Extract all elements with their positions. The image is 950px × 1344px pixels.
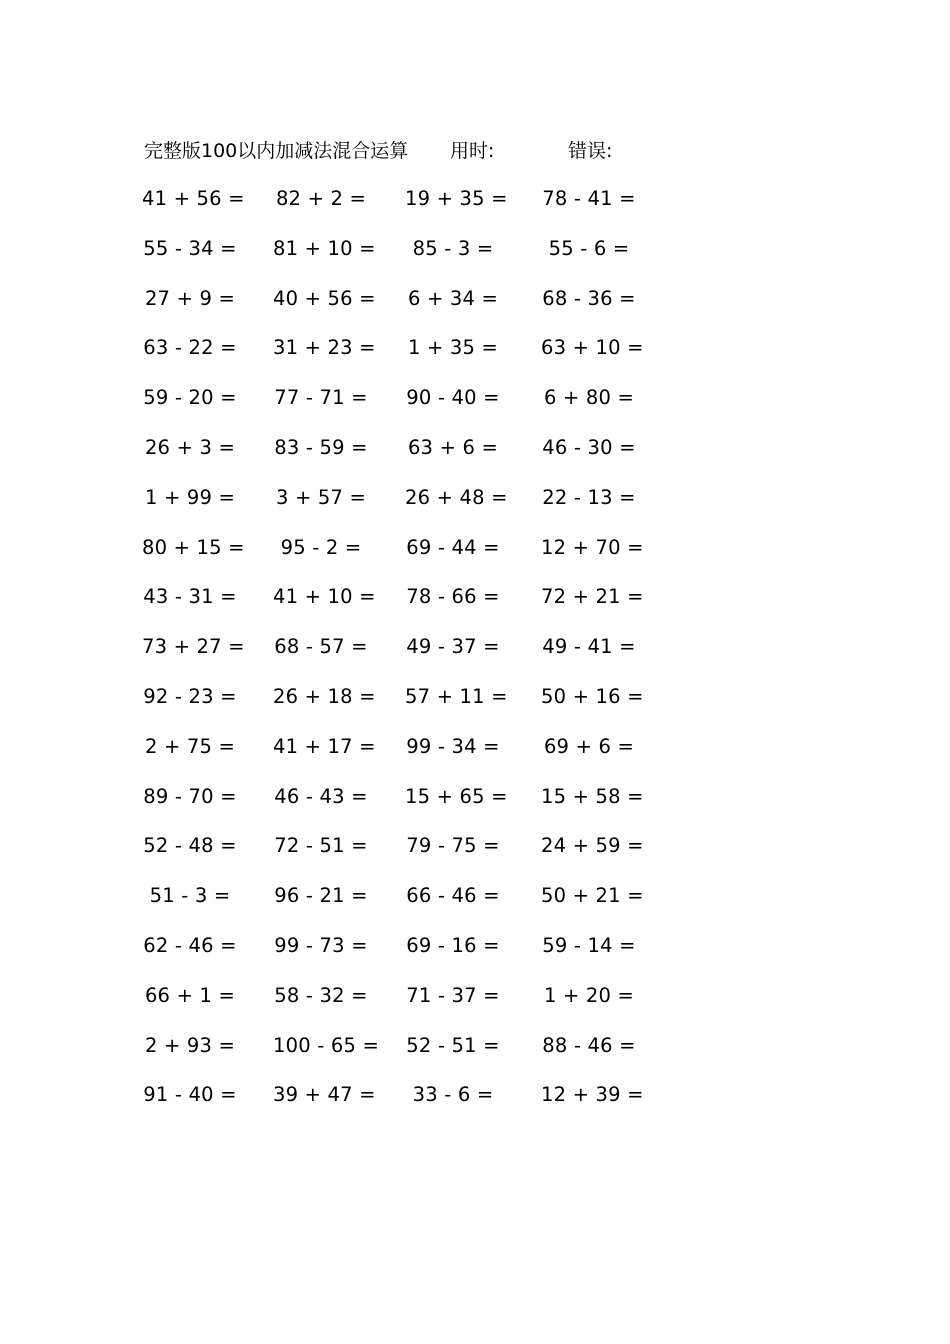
math-problem: 59 - 14 =	[542, 933, 636, 957]
math-problem: 72 + 21 =	[541, 585, 644, 609]
math-problem: 68 - 57 =	[274, 635, 368, 659]
math-problem: 12 + 39 =	[541, 1083, 644, 1107]
math-problem: 52 - 51 =	[406, 1033, 500, 1057]
problem-row	[0, 433, 950, 483]
problem-row	[0, 184, 950, 234]
math-problem: 73 + 27 =	[142, 635, 245, 659]
problem-row	[0, 333, 950, 383]
math-problem: 63 + 10 =	[541, 336, 644, 360]
math-problem: 81 + 10 =	[273, 236, 376, 260]
math-problem: 12 + 70 =	[541, 535, 644, 559]
math-problem: 51 - 3 =	[149, 884, 231, 908]
math-problem: 41 + 10 =	[273, 585, 376, 609]
math-problem: 50 + 16 =	[541, 684, 644, 708]
math-problem: 96 - 21 =	[274, 884, 368, 908]
math-problem: 77 - 71 =	[274, 386, 368, 410]
math-problem: 72 - 51 =	[274, 834, 368, 858]
math-problem: 82 + 2 =	[275, 187, 367, 210]
math-problem: 50 + 21 =	[541, 884, 644, 908]
math-problem: 99 - 73 =	[274, 933, 368, 957]
math-problem: 15 + 58 =	[541, 784, 644, 808]
math-problem: 78 - 41 =	[542, 187, 636, 210]
math-problem: 83 - 59 =	[274, 435, 368, 459]
problem-row	[0, 582, 950, 632]
problem-grid	[0, 184, 950, 1130]
math-problem: 26 + 3 =	[144, 435, 236, 459]
error-label: 错误:	[568, 140, 613, 162]
problem-row	[0, 632, 950, 682]
math-problem: 71 - 37 =	[406, 983, 500, 1007]
math-problem: 55 - 34 =	[143, 236, 237, 260]
math-problem: 1 + 35 =	[407, 336, 499, 360]
math-problem: 41 + 17 =	[273, 734, 376, 758]
math-problem: 90 - 40 =	[406, 386, 500, 410]
math-problem: 55 - 6 =	[548, 236, 630, 260]
worksheet-title: 完整版100以内加减法混合运算	[144, 140, 409, 162]
problem-row	[0, 1031, 950, 1081]
problem-row	[0, 383, 950, 433]
math-problem: 41 + 56 =	[142, 187, 245, 210]
math-problem: 46 - 43 =	[274, 784, 368, 808]
math-problem: 66 - 46 =	[406, 884, 500, 908]
worksheet-header	[144, 136, 704, 166]
math-problem: 69 - 44 =	[406, 535, 500, 559]
math-problem: 62 - 46 =	[143, 933, 237, 957]
problem-row	[0, 682, 950, 732]
math-problem: 1 + 99 =	[144, 485, 236, 509]
math-problem: 40 + 56 =	[273, 286, 376, 310]
math-problem: 49 - 37 =	[406, 635, 500, 659]
problem-row	[0, 483, 950, 533]
math-problem: 79 - 75 =	[406, 834, 500, 858]
math-problem: 24 + 59 =	[541, 834, 644, 858]
math-problem: 26 + 18 =	[273, 684, 376, 708]
problem-row	[0, 284, 950, 334]
problem-row	[0, 831, 950, 881]
math-problem: 89 - 70 =	[143, 784, 237, 808]
math-problem: 57 + 11 =	[405, 684, 508, 708]
math-problem: 85 - 3 =	[412, 236, 494, 260]
math-problem: 27 + 9 =	[144, 286, 236, 310]
math-problem: 49 - 41 =	[542, 635, 636, 659]
math-problem: 43 - 31 =	[143, 585, 237, 609]
math-problem: 59 - 20 =	[143, 386, 237, 410]
problem-row	[0, 782, 950, 832]
math-problem: 66 + 1 =	[144, 983, 236, 1007]
problem-row	[0, 234, 950, 284]
math-problem: 2 + 93 =	[144, 1033, 236, 1057]
math-problem: 63 - 22 =	[143, 336, 237, 360]
math-problem: 92 - 23 =	[143, 684, 237, 708]
math-problem: 68 - 36 =	[542, 286, 636, 310]
math-problem: 1 + 20 =	[543, 983, 635, 1007]
math-problem: 69 + 6 =	[543, 734, 635, 758]
math-problem: 99 - 34 =	[406, 734, 500, 758]
math-problem: 88 - 46 =	[542, 1033, 636, 1057]
math-problem: 46 - 30 =	[542, 435, 636, 459]
problem-row	[0, 533, 950, 583]
math-problem: 63 + 6 =	[407, 435, 499, 459]
time-label: 用时:	[450, 140, 495, 162]
math-problem: 39 + 47 =	[273, 1083, 376, 1107]
math-problem: 100 - 65 =	[273, 1033, 380, 1057]
math-problem: 78 - 66 =	[406, 585, 500, 609]
math-problem: 80 + 15 =	[142, 535, 245, 559]
math-problem: 91 - 40 =	[143, 1083, 237, 1107]
problem-row	[0, 732, 950, 782]
math-problem: 6 + 34 =	[407, 286, 499, 310]
math-problem: 58 - 32 =	[274, 983, 368, 1007]
math-problem: 2 + 75 =	[144, 734, 236, 758]
math-problem: 26 + 48 =	[405, 485, 508, 509]
math-problem: 69 - 16 =	[406, 933, 500, 957]
math-problem: 52 - 48 =	[143, 834, 237, 858]
math-problem: 3 + 57 =	[275, 485, 367, 509]
math-problem: 19 + 35 =	[405, 187, 508, 210]
math-problem: 31 + 23 =	[273, 336, 376, 360]
math-problem: 22 - 13 =	[542, 485, 636, 509]
math-problem: 15 + 65 =	[405, 784, 508, 808]
problem-row	[0, 881, 950, 931]
problem-row	[0, 981, 950, 1031]
math-problem: 6 + 80 =	[543, 386, 635, 410]
math-problem: 33 - 6 =	[412, 1083, 494, 1107]
problem-row	[0, 931, 950, 981]
math-problem: 95 - 2 =	[280, 535, 362, 559]
problem-row	[0, 1080, 950, 1130]
